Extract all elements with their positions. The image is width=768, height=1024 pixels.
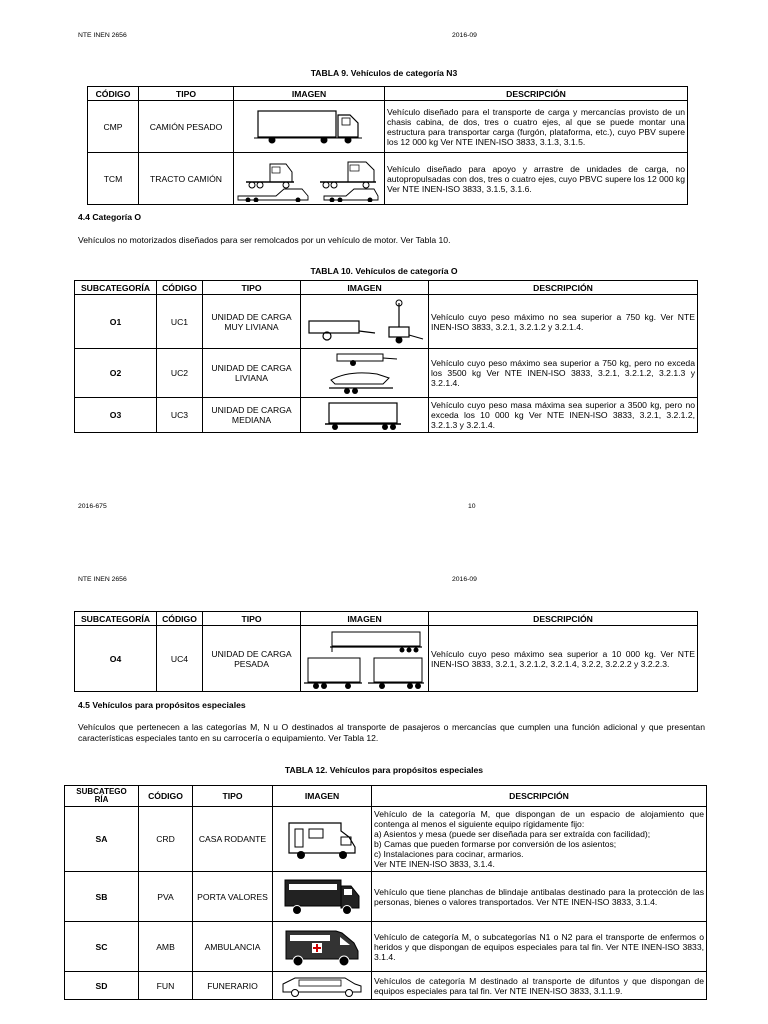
- subcategory-cell: SC: [65, 922, 139, 972]
- subcategory-cell: O1: [75, 295, 157, 349]
- image-cell: [234, 101, 385, 153]
- type-cell: FUNERARIO: [193, 972, 273, 1000]
- subcategory-cell: SA: [65, 807, 139, 872]
- description-cell: Vehículo cuyo peso máximo no sea superior a 750 kg. Ver NTE INEN-ISO 3833, 3.2.1, 3.2.1.2 y 3.2.1.4.: [429, 295, 698, 349]
- type-cell: UNIDAD DE CARGA MUY LIVIANA: [203, 295, 301, 349]
- type-cell: UNIDAD DE CARGA LIVIANA: [203, 349, 301, 398]
- description-cell: [372, 807, 707, 872]
- column-header: CÓDIGO: [139, 786, 193, 807]
- description-cell: Vehículo diseñado para el transporte de carga y mercancías provisto de un chasis cabina, de dos, tres o cuatro ejes, al que se puede montar una estructura para transportar carga (furgón, plataforma, etc.), cuyo PBV supere los 12 000 kg Ver NTE INEN-ISO 3833, 3.1.3, 3.1.5.: [385, 101, 688, 153]
- type-cell: UNIDAD DE CARGA MEDIANA: [203, 398, 301, 433]
- column-header: SUBCATEGORÍA: [75, 281, 157, 295]
- tractor-truck-icon: [236, 156, 382, 202]
- column-header: TIPO: [139, 87, 234, 101]
- description-cell: Vehículo cuyo peso masa máxima sea superior a 3500 kg, pero no exceda los 10 000 kg Ver NTE INEN-ISO 3833, 3.2.1, 3.2.1.2, 3.2.1.3 y 3.2.1.4.: [429, 398, 698, 433]
- description-line: Ver NTE INEN-ISO 3833, 3.1.4.: [374, 859, 495, 869]
- image-cell: [301, 349, 429, 398]
- section-4-4-heading: 4.4 Categoría O: [78, 212, 142, 222]
- table-header-row: [65, 786, 707, 807]
- table-row: [75, 398, 698, 433]
- column-header: SUBCATEGORÍA: [75, 612, 157, 626]
- table9-caption: TABLA 9. Vehículos de categoría N3: [310, 68, 458, 78]
- code-cell: FUN: [139, 972, 193, 1000]
- table10-caption: TABLA 10. Vehículos de categoría O: [310, 266, 458, 276]
- table-row: [88, 153, 688, 205]
- column-header: CÓDIGO: [157, 281, 203, 295]
- light-trailer-icon: [303, 297, 427, 347]
- table-row: [88, 101, 688, 153]
- description-cell: Vehículo de categoría M, o subcategorías N1 o N2 para el transporte de enfermos o heridos y que dispongan de equipos especiales para tal fin. Ver NTE INEN-ISO 3833, 3.1.4.: [372, 922, 707, 972]
- description-cell: Vehículo cuyo peso máximo sea superior a 10 000 kg. Ver NTE INEN-ISO 3833, 3.2.1, 3.2.1.2, 3.2.1.4, 3.2.2, 3.2.2.2 y 3.2.2.3.: [429, 626, 698, 692]
- description-cell: Vehículo cuyo peso máximo sea superior a 750 kg, pero no exceda los 3500 kg Ver NTE INEN-ISO 3833, 3.2.1, 3.2.1.2, 3.2.1.3 y 3.2.1.4.: [429, 349, 698, 398]
- code-cell: UC4: [157, 626, 203, 692]
- subcategory-cell: SD: [65, 972, 139, 1000]
- type-cell: PORTA VALORES: [193, 872, 273, 922]
- description-cell: Vehículos de categoría M destinado al transporte de difuntos y que dispongan de equipos especiales para tal fin. Ver NTE INEN-ISO 3833, 3.1.1.9.: [372, 972, 707, 1000]
- table-header-row: [88, 87, 688, 101]
- image-cell: [273, 972, 372, 1000]
- column-header: SUBCATEGO RÍA: [65, 786, 139, 807]
- table9: [87, 86, 688, 205]
- type-cell: CAMIÓN PESADO: [139, 101, 234, 153]
- column-header: DESCRIPCIÓN: [429, 612, 698, 626]
- table11: [74, 611, 698, 692]
- description-line: b) Camas que pueden formarse por conversión de los asientos;: [374, 839, 617, 849]
- code-cell: UC2: [157, 349, 203, 398]
- type-cell: UNIDAD DE CARGA PESADA: [203, 626, 301, 692]
- image-cell: [301, 398, 429, 433]
- table-row: [65, 807, 707, 872]
- table-row: [75, 349, 698, 398]
- header-left: NTE INEN 2656: [78, 576, 127, 583]
- code-cell: CMP: [88, 101, 139, 153]
- type-cell: TRACTO CAMIÓN: [139, 153, 234, 205]
- header-right: 2016-09: [452, 32, 477, 39]
- column-header: DESCRIPCIÓN: [372, 786, 707, 807]
- motorhome-icon: [285, 817, 359, 861]
- description-line: Vehículo de la categoría M, que dispongan de un espacio de alojamiento que contenga al menos el siguiente equipo rígidamente fijo:: [374, 809, 704, 829]
- description-line: a) Asientos y mesa (puede ser diseñada para ser extraída con facilidad);: [374, 829, 651, 839]
- table12-caption: TABLA 12. Vehículos para propósitos especiales: [284, 765, 484, 775]
- subcategory-cell: O2: [75, 349, 157, 398]
- heavy-trailer-icon: [302, 628, 428, 690]
- column-header: IMAGEN: [234, 87, 385, 101]
- column-header: TIPO: [203, 281, 301, 295]
- section-4-4-text: Vehículos no motorizados diseñados para ser remolcados por un vehículo de motor. Ver Tabla 10.: [78, 235, 451, 245]
- type-cell: AMBULANCIA: [193, 922, 273, 972]
- code-cell: TCM: [88, 153, 139, 205]
- header-right: 2016-09: [452, 576, 477, 583]
- code-cell: UC3: [157, 398, 203, 433]
- table-row: [75, 295, 698, 349]
- image-cell: [301, 295, 429, 349]
- column-header: TIPO: [193, 786, 273, 807]
- armored-truck-icon: [281, 876, 363, 918]
- boat-trailer-icon: [323, 350, 407, 396]
- table-row: [75, 626, 698, 692]
- code-cell: UC1: [157, 295, 203, 349]
- section-4-5-text: Vehículos que pertenecen a las categorías M, N u O destinados al transporte de pasajeros o mercancías que cumplen una función adicional y que presentan características especiales tanto en su carrocería o equipamiento. Ver Tabla 12.: [78, 722, 705, 743]
- subcategory-cell: O3: [75, 398, 157, 433]
- column-header: DESCRIPCIÓN: [385, 87, 688, 101]
- column-header: IMAGEN: [301, 281, 429, 295]
- truck-icon: [254, 107, 364, 147]
- table-header-row: [75, 281, 698, 295]
- image-cell: [273, 807, 372, 872]
- image-cell: [234, 153, 385, 205]
- ambulance-icon: [282, 925, 362, 969]
- footer-left: 2016-675: [78, 503, 107, 510]
- image-cell: [273, 922, 372, 972]
- hearse-icon: [279, 974, 365, 998]
- medium-trailer-icon: [323, 399, 407, 431]
- column-header: IMAGEN: [273, 786, 372, 807]
- table-row: [65, 972, 707, 1000]
- page-number: 10: [468, 503, 476, 510]
- column-header: DESCRIPCIÓN: [429, 281, 698, 295]
- subcategory-cell: O4: [75, 626, 157, 692]
- image-cell: [273, 872, 372, 922]
- table-row: [65, 922, 707, 972]
- column-header: CÓDIGO: [157, 612, 203, 626]
- column-header: TIPO: [203, 612, 301, 626]
- code-cell: PVA: [139, 872, 193, 922]
- code-cell: AMB: [139, 922, 193, 972]
- header-left: NTE INEN 2656: [78, 32, 127, 39]
- description-cell: Vehículo diseñado para apoyo y arrastre de unidades de carga, no autopropulsadas con dos, tres o cuatro ejes, cuyo PBVC supere los 12 000 kg Ver NTE INEN-ISO 3833, 3.1.5, 3.1.6.: [385, 153, 688, 205]
- subcategory-cell: SB: [65, 872, 139, 922]
- table12: [64, 785, 707, 1000]
- code-cell: CRD: [139, 807, 193, 872]
- section-4-5-heading: 4.5 Vehículos para propósitos especiales: [78, 700, 246, 710]
- type-cell: CASA RODANTE: [193, 807, 273, 872]
- table10: [74, 280, 698, 433]
- column-header: IMAGEN: [301, 612, 429, 626]
- description-line: c) Instalaciones para cocinar, armarios.: [374, 849, 524, 859]
- description-cell: Vehículo que tiene planchas de blindaje antibalas destinado para la protección de las personas, bienes o valores transportados. Ver NTE INEN-ISO 3833, 3.1.4.: [372, 872, 707, 922]
- table-row: [65, 872, 707, 922]
- table-header-row: [75, 612, 698, 626]
- column-header: CÓDIGO: [88, 87, 139, 101]
- image-cell: [301, 626, 429, 692]
